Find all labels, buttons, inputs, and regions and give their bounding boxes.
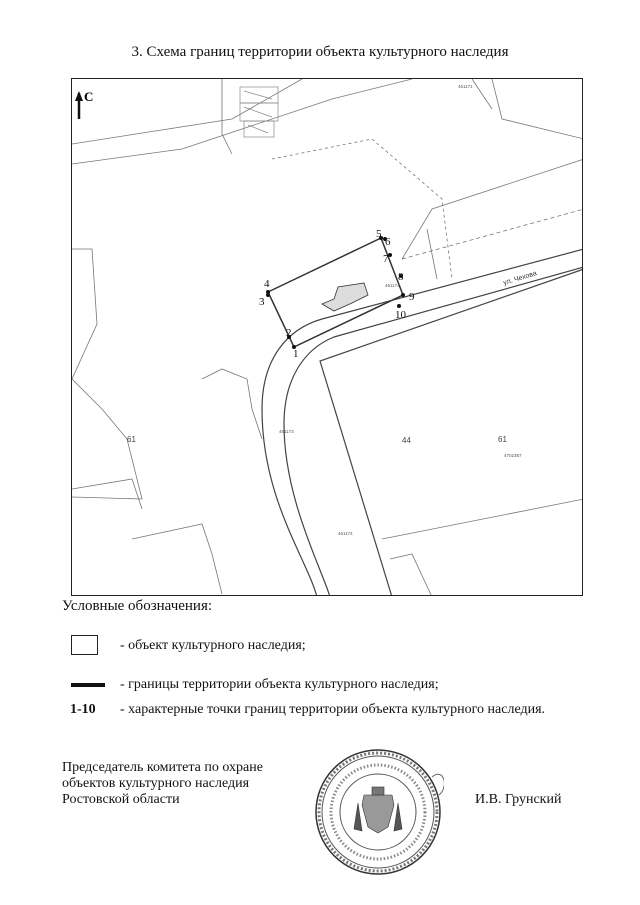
hatched-buildings [240,87,278,137]
points-range-symbol: 1-10 [70,702,96,717]
street-edges [262,249,583,596]
cadastral-lines [72,79,583,596]
cadastral-code: 461173 [279,429,294,434]
legend-title: Условные обозначения: [62,598,213,614]
point-label-10: 10 [395,309,406,321]
signature-block [62,760,263,808]
boundary-map [71,78,583,596]
signature-line: объектов культурного наследия [62,776,250,791]
point-label-3: 3 [259,296,265,308]
parcel-label: 61 [127,435,136,444]
heritage-object-symbol [71,635,98,655]
cadastral-code: 461171 [458,84,473,89]
signer-name: И.В. Грунский [475,792,562,807]
legend-text: - характерные точки границ территории объекта культурного наследия. [120,702,546,717]
point-label-1: 1 [293,348,299,360]
legend-item-heritage-object [62,638,622,658]
heritage-building [322,283,368,311]
north-label: С [84,89,94,104]
cadastral-code: 4702387 [504,453,522,458]
street-label: ул. Чехова [502,270,538,287]
point-label-2: 2 [286,327,292,339]
legend-item-boundary [62,677,622,697]
point-label-6: 6 [385,236,391,248]
point-label-5: 5 [376,228,382,240]
legend-text: - объект культурного наследия; [120,638,306,653]
point-label-4: 4 [264,278,270,290]
official-seal [314,747,444,877]
point-label-8: 8 [398,271,404,283]
point-label-9: 9 [409,291,415,303]
parcel-labels [127,435,507,445]
page-title: 3. Схема границ территории объекта культурного наследия [131,44,509,60]
legend-text: - границы территории объекта культурного наследия; [120,677,439,692]
parcel-label: 61 [498,435,507,444]
point-label-7: 7 [383,253,389,265]
parcel-label: 44 [402,436,411,445]
legend-item-points [62,702,622,722]
map-drawing [72,79,583,596]
signature-line: Ростовской области [62,792,180,807]
cadastral-code: 461174 [338,531,353,536]
north-arrow-icon [75,89,93,119]
cadastral-code: 461174 [385,283,400,288]
signature-line: Председатель комитета по охране [62,760,263,775]
boundary-line-symbol [71,683,105,687]
